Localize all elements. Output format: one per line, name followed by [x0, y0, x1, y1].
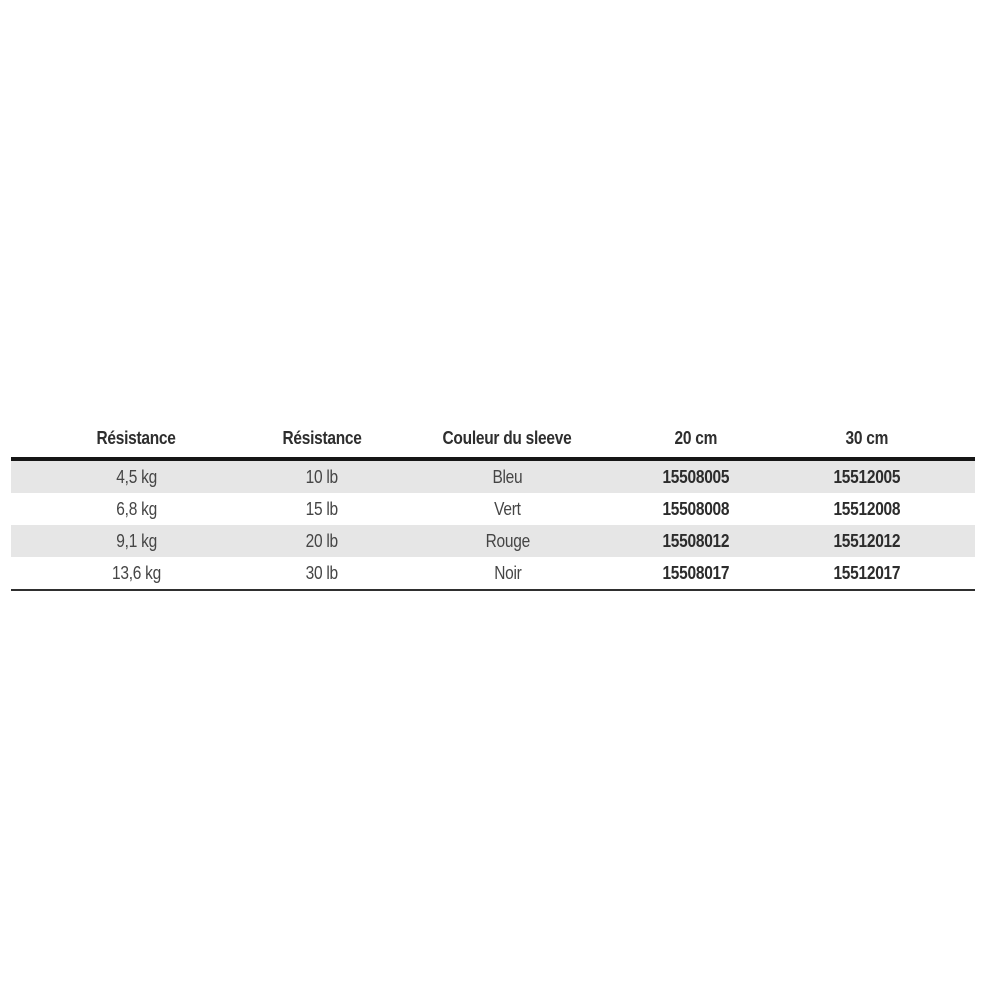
product-spec-table	[11, 424, 975, 591]
cell-code-20cm	[633, 525, 758, 557]
cell-sleeve-color	[382, 557, 633, 590]
cell-value: 4,5 kg	[115, 466, 157, 487]
cell-sleeve-color	[382, 459, 633, 493]
column-header-20cm	[633, 424, 758, 459]
cell-resistance-lb	[262, 525, 383, 557]
cell-code-20cm	[633, 557, 758, 590]
cell-value: 15512017	[833, 562, 900, 583]
column-header-label: Résistance	[96, 428, 176, 448]
cell-code-30cm	[758, 525, 975, 557]
cell-sleeve-color	[382, 493, 633, 525]
cell-code-20cm	[633, 493, 758, 525]
product-spec-table-wrap	[11, 424, 975, 591]
column-header-label: Couleur du sleeve	[442, 428, 572, 448]
cell-code-30cm	[758, 557, 975, 590]
table-row	[11, 459, 975, 493]
cell-value: 15508005	[662, 466, 729, 487]
table-row	[11, 525, 975, 557]
column-header-resistance-kg	[11, 424, 262, 459]
cell-value: 15512008	[833, 498, 900, 519]
cell-code-20cm	[633, 459, 758, 493]
cell-value: 15508017	[662, 562, 729, 583]
cell-value: 9,1 kg	[115, 530, 157, 551]
column-header-label: 20 cm	[674, 428, 717, 448]
cell-value: 20 lb	[305, 530, 339, 551]
cell-resistance-kg	[11, 493, 262, 525]
cell-resistance-lb	[262, 493, 383, 525]
cell-resistance-kg	[11, 525, 262, 557]
column-header-30cm	[758, 424, 975, 459]
cell-value: 15512005	[833, 466, 900, 487]
cell-value: 13,6 kg	[111, 562, 161, 583]
cell-value: 30 lb	[305, 562, 339, 583]
cell-value: 6,8 kg	[115, 498, 157, 519]
table-row	[11, 557, 975, 590]
cell-resistance-lb	[262, 557, 383, 590]
cell-sleeve-color	[382, 525, 633, 557]
cell-resistance-kg	[11, 459, 262, 493]
cell-value: Bleu	[492, 466, 523, 487]
column-header-label: Résistance	[282, 428, 362, 448]
column-header-resistance-lb	[262, 424, 383, 459]
cell-value: 15508012	[662, 530, 729, 551]
column-header-label: 30 cm	[845, 428, 888, 448]
cell-code-30cm	[758, 493, 975, 525]
cell-value: 15512012	[833, 530, 900, 551]
cell-code-30cm	[758, 459, 975, 493]
header-row	[11, 424, 975, 459]
cell-value: Rouge	[485, 530, 530, 551]
cell-value: 10 lb	[305, 466, 339, 487]
cell-value: Noir	[493, 562, 522, 583]
cell-resistance-lb	[262, 459, 383, 493]
column-header-sleeve-color	[382, 424, 633, 459]
table-row	[11, 493, 975, 525]
cell-value: Vert	[494, 498, 521, 519]
cell-value: 15508008	[662, 498, 729, 519]
cell-resistance-kg	[11, 557, 262, 590]
cell-value: 15 lb	[305, 498, 339, 519]
